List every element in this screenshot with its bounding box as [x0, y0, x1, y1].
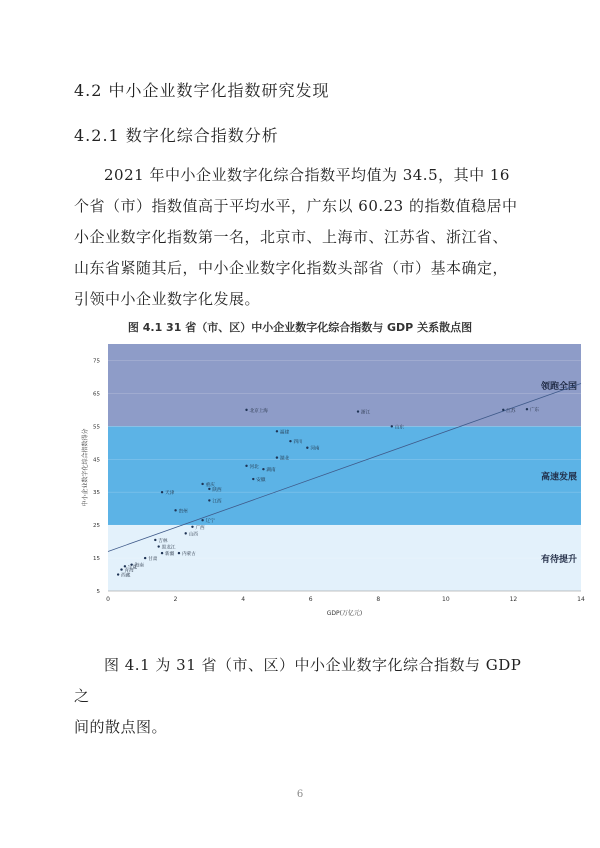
paragraph-line [74, 160, 524, 191]
x-tick-label: 4 [241, 596, 246, 603]
data-point [276, 430, 278, 432]
point-label: 安徽 [256, 478, 266, 484]
data-point [208, 499, 210, 501]
paragraph-line [74, 650, 524, 712]
y-tick-label: 35 [93, 490, 100, 497]
paragraph-summary [74, 160, 524, 315]
x-tick-label: 10 [442, 596, 450, 603]
data-point [154, 539, 156, 541]
data-point [245, 465, 247, 467]
point-label: 湖南 [266, 468, 276, 474]
data-point [357, 410, 359, 412]
data-point [117, 573, 119, 575]
data-point [185, 532, 187, 534]
paragraph-figure-description [74, 650, 524, 743]
x-tick-label: 6 [308, 596, 313, 603]
point-label: 湖北 [279, 456, 290, 462]
point-label: 海南 [134, 563, 144, 569]
point-label: 重庆 [205, 482, 215, 488]
x-tick-label: 14 [577, 596, 585, 603]
paragraph-line-text: 2021 年中小企业数字化综合指数平均值为 34.5，其中 16 [104, 166, 510, 184]
point-label: 贵州 [178, 509, 188, 515]
band-label: 高速发展 [540, 472, 578, 483]
band-label: 有待提升 [540, 555, 578, 566]
data-point [191, 526, 193, 528]
data-point [289, 440, 291, 442]
data-point [144, 557, 146, 559]
data-point [245, 409, 247, 411]
paragraph-line: 个省（市）指数值高于平均水平，广东以 60.23 的指数值稳居中 [74, 197, 518, 215]
point-label: 宁夏 [127, 565, 138, 571]
y-tick-label: 65 [93, 391, 100, 398]
paragraph-line-text: 图 4.1 为 31 省（市、区）中小企业数字化综合指数与 GDP 之 [74, 656, 522, 705]
page-number: 6 [296, 789, 304, 800]
band-label: 领跑全国 [540, 382, 578, 393]
section-heading: 4.2 中小企业数字化指数研究发现 [74, 81, 330, 100]
y-tick-label: 15 [93, 556, 100, 563]
point-label: 青海 [124, 568, 134, 574]
y-tick-label: 75 [93, 358, 100, 365]
x-tick-label: 12 [509, 596, 518, 603]
y-tick-label: 55 [93, 424, 100, 431]
point-label: 西藏 [121, 573, 131, 579]
data-point [306, 447, 308, 449]
data-point [201, 483, 203, 485]
point-label: 山东 [394, 425, 405, 431]
data-point [502, 409, 504, 411]
point-label: 四川 [293, 440, 303, 446]
point-label: 江苏 [506, 408, 516, 414]
x-tick-label: 2 [173, 596, 178, 603]
point-label: 江西 [212, 499, 222, 505]
paragraph-line: 小企业数字化指数第一名，北京市、上海市、江苏省、浙江省、 [74, 228, 509, 246]
band-0 [108, 344, 581, 426]
data-point [526, 408, 528, 410]
point-label: 天津 [165, 491, 175, 497]
point-label: 浙江 [361, 410, 371, 416]
x-tick-label: 8 [376, 596, 381, 603]
scatter-chart [78, 336, 598, 621]
data-point [157, 545, 159, 547]
point-label: 辽宁 [205, 519, 215, 525]
data-point [174, 509, 176, 511]
y-axis-label: 中小企业数字化综合指数得分 [82, 428, 89, 507]
point-label: 广东 [529, 408, 540, 414]
data-point [161, 552, 163, 554]
point-label: 陕西 [212, 487, 222, 493]
y-tick-label: 5 [96, 589, 100, 595]
data-point [391, 425, 393, 427]
point-label: 河南 [310, 446, 320, 452]
data-point [252, 478, 254, 480]
paragraph-line: 山东省紧随其后，中小企业数字化指数头部省（市）基本确定， [74, 259, 509, 277]
data-point [124, 565, 126, 567]
paragraph-line: 引领中小企业数字化发展。 [74, 290, 261, 308]
point-label: 内蒙古 [181, 552, 196, 558]
paragraph-line: 间的散点图。 [74, 718, 168, 736]
data-point [262, 468, 264, 470]
point-label: 福建 [279, 430, 290, 436]
y-tick-label: 45 [93, 457, 100, 464]
data-point [201, 519, 203, 521]
x-tick-label: 0 [106, 596, 110, 603]
figure-title: 图 4.1 31 省（市、区）中小企业数字化综合指数与 GDP 关系散点图 [127, 321, 473, 334]
x-axis-label: GDP(万亿元) [326, 610, 363, 617]
point-label: 山西 [188, 532, 198, 538]
y-tick-label: 25 [93, 523, 100, 530]
subsection-heading: 4.2.1 数字化综合指数分析 [74, 126, 279, 145]
point-label: 甘肃 [148, 557, 158, 563]
data-point [276, 456, 278, 458]
data-point [120, 568, 122, 570]
data-point [161, 491, 163, 493]
point-label: 广西 [195, 525, 205, 531]
point-label: 黑龙江 [161, 545, 176, 551]
point-label: 吉林 [158, 538, 168, 544]
point-label: 新疆 [165, 552, 175, 558]
point-label: 河北 [249, 464, 259, 470]
data-point [178, 552, 180, 554]
data-point [208, 488, 210, 490]
point-label: 北京上海 [249, 408, 268, 414]
